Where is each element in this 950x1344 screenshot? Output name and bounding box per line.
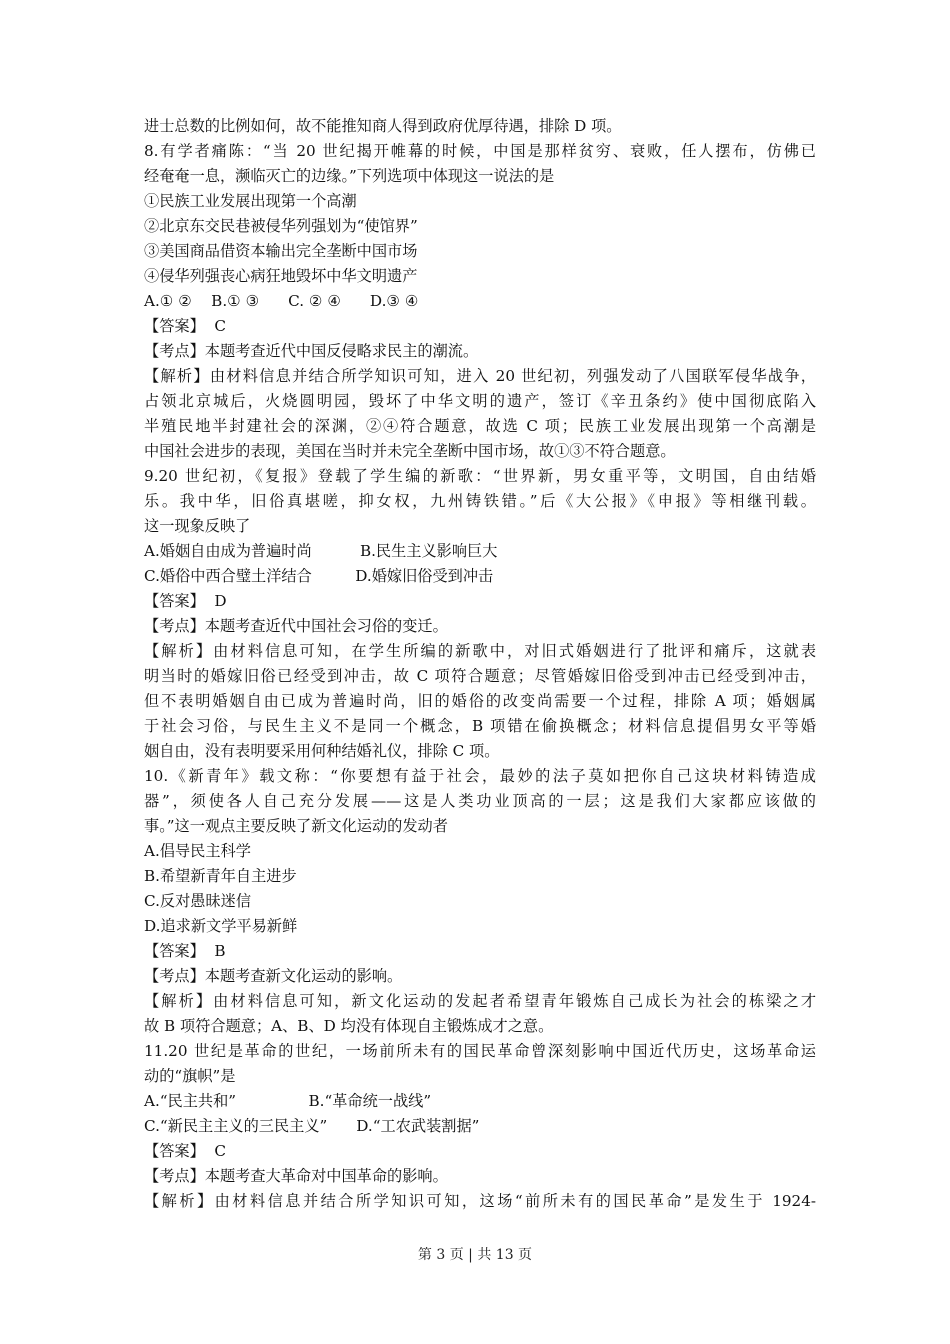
document-body	[144, 114, 816, 1214]
topic-line: 【考点】本题考查近代中国社会习俗的变迁。	[144, 617, 448, 635]
answer-line: 【答案】 C	[144, 1142, 227, 1160]
question-line: 9.20 世纪初，《复报》登载了学生编的新歌：“世界新，男女重平等，文明国，自由结婚	[144, 467, 816, 485]
option-line: D.追求新文学平易新鲜	[144, 917, 298, 935]
analysis-line: 【解析】由材料信息并结合所学知识可知，这场“前所未有的国民革命”是发生于 1924-	[144, 1192, 816, 1210]
question-line: 器”，须使各人自己充分发展——这是人类功业顶高的一层；这是我们大家都应该做的	[144, 792, 816, 810]
option-line: ①民族工业发展出现第一个高潮	[144, 192, 357, 210]
analysis-line: 明当时的婚嫁旧俗已经受到冲击，故 C 项符合题意；尽管婚嫁旧俗受到冲击已经受到冲击，	[144, 667, 816, 685]
option-line: ②北京东交民巷被侵华列强划为“使馆界”	[144, 217, 418, 235]
page-footer: 第 3 页 | 共 13 页	[417, 1247, 533, 1263]
analysis-line: 【解析】由材料信息可知，新文化运动的发起者希望青年锻炼自己成长为社会的栋梁之才	[144, 992, 816, 1010]
question-line: 事。”这一观点主要反映了新文化运动的发动者	[144, 817, 448, 835]
choices-line: C.“新民主主义的三民主义” D.“工农武装割据”	[144, 1117, 480, 1135]
analysis-line: 故 B 项符合题意；A、B、D 均没有体现自主锻炼成才之意。	[144, 1017, 554, 1035]
text-line: 进士总数的比例如何，故不能推知商人得到政府优厚待遇，排除 D 项。	[144, 117, 622, 135]
choices-line: A.“民主共和” B.“革命统一战线”	[144, 1092, 432, 1110]
topic-line: 【考点】本题考查新文化运动的影响。	[144, 967, 403, 985]
analysis-line: 【解析】由材料信息并结合所学知识可知，进入 20 世纪初，列强发动了八国联军侵华战争，	[144, 367, 816, 385]
option-line: B.希望新青年自主进步	[144, 867, 297, 885]
text-line: 8.有学者痛陈：“当 20 世纪揭开帷幕的时候，中国是那样贫穷、衰败，任人摆布，仿佛已	[144, 142, 816, 160]
option-line: C.反对愚昧迷信	[144, 892, 252, 910]
question-line: 这一现象反映了	[144, 517, 251, 535]
analysis-line: 但不表明婚姻自由已成为普遍时尚，旧的婚俗的改变尚需要一个过程，排除 A 项；婚姻属	[144, 692, 816, 710]
answer-line: 【答案】 B	[144, 942, 226, 960]
question-line: 动的“旗帜”是	[144, 1067, 236, 1085]
option-line: ④侵华列强丧心病狂地毁坏中华文明遗产	[144, 267, 418, 285]
analysis-line: 【解析】由材料信息可知，在学生所编的新歌中，对旧式婚姻进行了批评和痛斥，这就表	[144, 642, 816, 660]
option-line: ③美国商品借资本输出完全垄断中国市场	[144, 242, 418, 260]
analysis-line: 姻自由，没有表明要采用何种结婚礼仪，排除 C 项。	[144, 742, 500, 760]
choices-line: A.① ② B.① ③ C. ② ④ D.③ ④	[144, 292, 419, 310]
topic-line: 【考点】本题考查近代中国反侵略求民主的潮流。	[144, 342, 479, 360]
option-line: A.倡导民主科学	[144, 842, 251, 860]
analysis-line: 中国社会进步的表现，美国在当时并未完全垄断中国市场，故①③不符合题意。	[144, 442, 676, 460]
text-line: 经奄奄一息，濒临灭亡的边缘。”下列选项中体现这一说法的是	[144, 167, 555, 185]
question-line: 乐。我中华，旧俗真堪嗟，抑女权，九州铸铁错。”后《大公报》《申报》等相继刊载。	[144, 492, 816, 510]
answer-line: 【答案】 D	[144, 592, 227, 610]
analysis-line: 于社会习俗，与民生主义不是同一个概念，B 项错在偷换概念；材料信息提倡男女平等婚	[144, 717, 816, 735]
question-line: 11.20 世纪是革命的世纪，一场前所未有的国民革命曾深刻影响中国近代历史，这场革命运	[144, 1042, 816, 1060]
analysis-line: 半殖民地半封建社会的深渊，②④符合题意，故选 C 项；民族工业发展出现第一个高潮是	[144, 417, 816, 435]
question-line: 10.《新青年》载文称：“你要想有益于社会，最妙的法子莫如把你自己这块材料铸造成	[144, 767, 816, 785]
topic-line: 【考点】本题考查大革命对中国革命的影响。	[144, 1167, 448, 1185]
choices-line: A.婚姻自由成为普遍时尚 B.民生主义影响巨大	[144, 542, 498, 560]
answer-line: 【答案】 C	[144, 317, 227, 335]
choices-line: C.婚俗中西合璧土洋结合 D.婚嫁旧俗受到冲击	[144, 567, 494, 585]
analysis-line: 占领北京城后，火烧圆明园，毁坏了中华文明的遗产，签订《辛丑条约》使中国彻底陷入	[144, 392, 816, 410]
